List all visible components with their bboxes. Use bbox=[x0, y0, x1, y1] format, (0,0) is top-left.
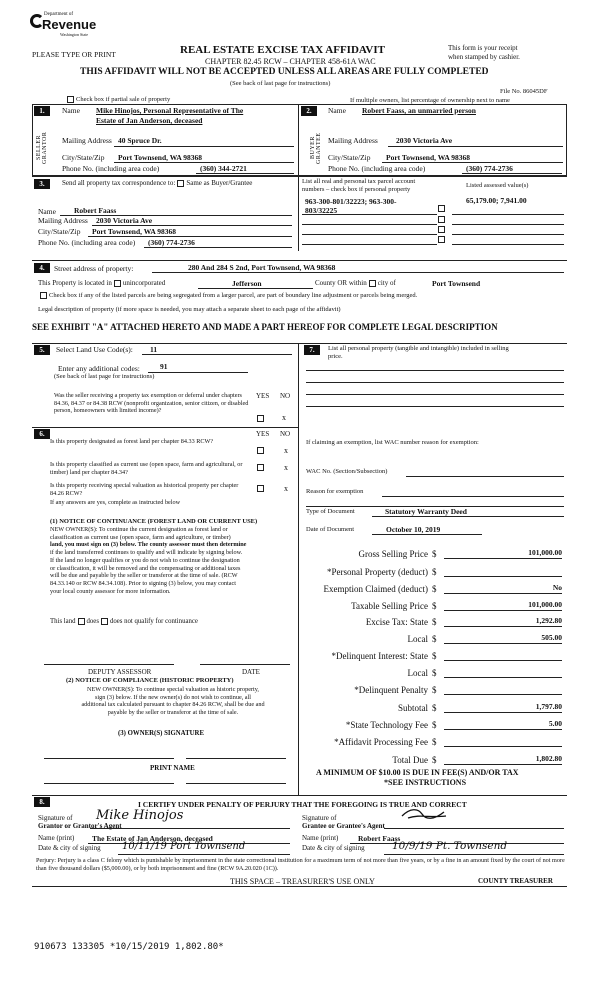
buyer-name-label: Name bbox=[328, 106, 346, 115]
additional-codes-label: Enter any additional codes: bbox=[58, 364, 140, 373]
multiple-owners-note: If multiple owners, list percentage of ownership next to name bbox=[350, 97, 510, 104]
city-of-label: city of bbox=[377, 279, 396, 287]
street-label: Street address of property: bbox=[54, 264, 134, 273]
section-2-badge: 2. bbox=[301, 106, 317, 116]
doc-type[interactable]: Statutory Warranty Deed bbox=[385, 507, 467, 516]
forest-no-mark[interactable]: x bbox=[284, 446, 288, 455]
section-7-badge: 7. bbox=[304, 345, 320, 355]
dollar-sign: $ bbox=[432, 549, 437, 559]
seller-phone[interactable]: (360) 344-2721 bbox=[200, 164, 247, 173]
dollar-sign: $ bbox=[432, 617, 437, 627]
partial-sale-checkbox[interactable] bbox=[67, 96, 74, 103]
perjury-notice: Perjury: Perjury is a class C felony which is punishable by imprisonment in the state correctional institution for a maximum term of not more than five years, or by a fine in an amount fixed by the court of not more than five thousand dollars ($5,000.00), or by both imprisonment and fine (RCW 9A.20.020 (1C)). bbox=[36, 857, 565, 872]
county-treasurer-label: COUNTY TREASURER bbox=[478, 877, 553, 885]
seller-city[interactable]: Port Townsend, WA 98368 bbox=[118, 153, 203, 162]
fin-value[interactable]: 505.00 bbox=[444, 633, 562, 644]
deputy-assessor-label: DEPUTY ASSESSOR bbox=[88, 668, 152, 676]
parcel-label-2: numbers – check box if personal property bbox=[302, 186, 411, 193]
dollar-sign: $ bbox=[432, 668, 437, 678]
segregated-label: Check box if any of the listed parcels are being segregated from a larger parcel, are part of boundary line adjustment or parcels being merged. bbox=[49, 292, 418, 299]
fin-value[interactable] bbox=[444, 650, 562, 661]
county-name[interactable]: Jefferson bbox=[232, 279, 262, 288]
historical-yes-checkbox[interactable] bbox=[257, 485, 264, 492]
seller-side-label: SELLER GRANTOR bbox=[36, 131, 48, 165]
grantee-name-label: Name (print) bbox=[302, 834, 339, 842]
notice-compliance-line: payable by the seller or transferor at the time of sale. bbox=[107, 708, 239, 716]
notice-continuance-line: If the land no longer qualifies or you do not wish to continue the designation bbox=[50, 556, 240, 564]
logo-line-3: Washington State bbox=[60, 32, 89, 37]
exhibit-a-statement: SEE EXHIBIT "A" ATTACHED HERETO AND MADE A PART HEREOF FOR COMPLETE LEGAL DESCRIPTION bbox=[32, 322, 498, 332]
s6-no-header: NO bbox=[280, 430, 291, 438]
wac-no-label: WAC No. (Section/Subsection) bbox=[306, 468, 388, 475]
grantee-signature-scribble bbox=[400, 806, 450, 822]
buyer-mailing-label: Mailing Address bbox=[328, 136, 378, 145]
buyer-side-label: BUYER GRANTEE bbox=[310, 132, 322, 164]
buyer-name[interactable]: Robert Faass, an unmarried person bbox=[362, 106, 476, 115]
corr-city[interactable]: Port Townsend, WA 98368 bbox=[92, 227, 177, 236]
form-subtitle: CHAPTER 82.45 RCW – CHAPTER 458-61A WAC bbox=[205, 57, 376, 66]
assessor-date-label: DATE bbox=[242, 668, 260, 676]
buyer-mailing[interactable]: 2030 Victoria Ave bbox=[396, 136, 453, 145]
fin-value[interactable]: 5.00 bbox=[444, 719, 562, 730]
forest-yes-checkbox[interactable] bbox=[257, 447, 264, 454]
section-6-badge: 6. bbox=[34, 429, 50, 439]
seller-phone-label: Phone No. (including area code) bbox=[62, 164, 160, 173]
logo-line-2: Revenue bbox=[42, 17, 97, 32]
seller-mailing-label: Mailing Address bbox=[62, 136, 112, 145]
fin-label: Gross Selling Price bbox=[358, 549, 428, 559]
grantee-date-city[interactable]: 10/9/19 Pt. Townsend bbox=[392, 840, 508, 852]
treasurer-use-only: THIS SPACE – TREASURER'S USE ONLY bbox=[230, 877, 375, 886]
dollar-sign: $ bbox=[432, 584, 437, 594]
owner-signature-title: (3) OWNER(S) SIGNATURE bbox=[118, 730, 204, 737]
doc-type-label: Type of Document bbox=[306, 508, 355, 515]
notice-continuance-text bbox=[50, 526, 296, 595]
fin-label: Total Due bbox=[392, 755, 428, 765]
partial-sale-label: Check box if partial sale of property bbox=[76, 96, 171, 103]
instructions-note: (See back of last page for instructions) bbox=[230, 80, 331, 87]
grantee-sig-label-1: Signature of bbox=[302, 814, 337, 822]
located-label: This Property is located in bbox=[38, 279, 112, 287]
personal-property-label-1: List all personal property (tangible and intangible) included in selling bbox=[328, 345, 509, 352]
section-3-badge: 3. bbox=[34, 179, 50, 189]
s5-no-header: NO bbox=[280, 392, 291, 400]
form-title: REAL ESTATE EXCISE TAX AFFIDAVIT bbox=[180, 44, 385, 56]
buyer-phone-label: Phone No. (including area code) bbox=[328, 164, 426, 173]
this-land-label: This land bbox=[50, 618, 76, 626]
doc-date[interactable]: October 10, 2019 bbox=[386, 525, 441, 534]
current-use-no-mark[interactable]: x bbox=[284, 463, 288, 472]
parcel-personal-checkbox-2[interactable] bbox=[438, 216, 445, 223]
same-as-buyer-checkbox[interactable] bbox=[177, 180, 184, 187]
fin-value[interactable]: No bbox=[444, 583, 562, 594]
located-row bbox=[38, 279, 165, 287]
s5-no-mark[interactable]: x bbox=[282, 413, 286, 422]
grantee-sig-label-2: Grantee or Grantee's Agent bbox=[302, 822, 385, 830]
unincorporated-checkbox[interactable] bbox=[114, 280, 121, 287]
parcel-numbers-2[interactable]: 803/32225 bbox=[305, 206, 338, 215]
fin-label: *Affidavit Processing Fee bbox=[334, 737, 428, 747]
current-use-yes-checkbox[interactable] bbox=[257, 464, 264, 471]
land-does-checkbox[interactable] bbox=[78, 618, 85, 625]
fin-label: Local bbox=[407, 634, 428, 644]
fin-label: *Delinquent Penalty bbox=[354, 685, 428, 695]
corr-city-label: City/State/Zip bbox=[38, 227, 81, 236]
doc-date-label: Date of Document bbox=[306, 526, 355, 533]
county-or-within-label: County OR within bbox=[315, 279, 367, 287]
grantor-date-label: Date & city of signing bbox=[38, 844, 101, 852]
treasurer-stamp: 910673 133305 *10/15/2019 1,802.80* bbox=[34, 942, 224, 952]
corr-mailing[interactable]: 2030 Victoria Ave bbox=[96, 216, 153, 225]
dollar-sign: $ bbox=[432, 703, 437, 713]
notice-compliance-line: additional tax calculated pursuant to chapter 84.26 RCW, shall be due and bbox=[81, 701, 265, 709]
parcel-personal-checkbox-1[interactable] bbox=[438, 205, 445, 212]
unincorporated-label: unincorporated bbox=[122, 279, 166, 287]
if-yes-note: If any answers are yes, complete as instructed below bbox=[50, 499, 181, 506]
notice-continuance-line: or classification, it will be removed and the compensating or additional taxes bbox=[50, 564, 241, 572]
land-use-code[interactable]: 11 bbox=[150, 345, 158, 354]
dollar-sign: $ bbox=[432, 601, 437, 611]
exemption-question: Was the seller receiving a property tax exemption or deferral under chapters 84.36, 84.37 or 84.38 RCW (nonprofit organization, senior citizen, or disabled person, homeowners with limited income)? bbox=[54, 392, 249, 414]
correspondence-row bbox=[62, 179, 252, 187]
parcel-personal-checkbox-3[interactable] bbox=[438, 226, 445, 233]
dollar-sign: $ bbox=[432, 737, 437, 747]
minimum-fee-note: A MINIMUM OF $10.00 IS DUE IN FEE(S) AND/OR TAX bbox=[316, 768, 519, 777]
seller-name-line-2[interactable]: Estate of Jan Anderson, deceased bbox=[96, 116, 203, 125]
grantor-signature[interactable]: Mike Hinojos bbox=[96, 808, 184, 823]
buyer-city[interactable]: Port Townsend, WA 98368 bbox=[386, 153, 471, 162]
property-city[interactable]: Port Townsend bbox=[432, 279, 481, 288]
notice-continuance-line: land, you must sign on (3) below. The county assessor must then determine bbox=[50, 541, 247, 549]
street-address[interactable]: 280 And 284 S 2nd, Port Townsend, WA 98368 bbox=[188, 263, 336, 272]
notice-continuance-line: will be due and payable by the seller or transferor at the time of sale. (RCW bbox=[50, 572, 238, 580]
assessed-label: Listed assessed value(s) bbox=[466, 182, 529, 189]
dollar-sign: $ bbox=[432, 651, 437, 661]
grantor-date-city[interactable]: 10/11/19 Port Townsend bbox=[122, 841, 246, 852]
s5-yes-header: YES bbox=[256, 392, 270, 400]
parcel-personal-checkbox-4[interactable] bbox=[438, 236, 445, 243]
notice-continuance-line: classification as current use (open space, farm and agriculture, or timber) bbox=[50, 533, 231, 541]
exemption-wac-label: If claiming an exemption, list WAC number reason for exemption: bbox=[306, 439, 479, 446]
corr-phone-label: Phone No. (including area code) bbox=[38, 238, 136, 247]
same-as-buyer-label: Same as Buyer/Grantee bbox=[186, 179, 253, 187]
dollar-sign: $ bbox=[432, 755, 437, 765]
dollar-sign: $ bbox=[432, 634, 437, 644]
current-use-question: Is this property classified as current use (open space, farm and agricultural, or timber) land per chapter 84.34? bbox=[50, 461, 243, 476]
form-warning: THIS AFFIDAVIT WILL NOT BE ACCEPTED UNLESS ALL AREAS ARE FULLY COMPLETED bbox=[80, 67, 489, 77]
parcel-label-1: List all real and personal tax parcel account bbox=[302, 178, 416, 185]
notice-compliance-line: sign (3) below. If the new owner(s) do not wish to continue, all bbox=[95, 693, 251, 701]
dollar-sign: $ bbox=[432, 720, 437, 730]
land-does-not-label: does not qualify for continuance bbox=[109, 618, 198, 626]
print-name-label: PRINT NAME bbox=[150, 764, 195, 772]
notice-continuance-title: (1) NOTICE OF CONTINUANCE (FOREST LAND OR CURRENT USE) bbox=[50, 518, 258, 525]
logo-line-1: Department of bbox=[44, 12, 74, 17]
historical-no-mark[interactable]: x bbox=[284, 484, 288, 493]
reason-label: Reason for exemption bbox=[306, 488, 364, 495]
receipt-note-1: This form is your receipt bbox=[448, 44, 518, 52]
fin-label: Taxable Selling Price bbox=[351, 601, 428, 611]
section-4-badge: 4. bbox=[34, 263, 50, 273]
certify-statement: I CERTIFY UNDER PENALTY OF PERJURY THAT THE FOREGOING IS TRUE AND CORRECT bbox=[138, 800, 467, 809]
additional-codes[interactable]: 91 bbox=[160, 362, 168, 371]
section-8-badge: 8. bbox=[34, 797, 50, 807]
corr-mailing-label: Mailing Address bbox=[38, 216, 88, 225]
land-does-not-checkbox[interactable] bbox=[101, 618, 108, 625]
land-does-label: does bbox=[86, 618, 99, 626]
fin-value[interactable] bbox=[444, 736, 562, 747]
fin-label: Subtotal bbox=[397, 703, 428, 713]
grantor-sig-label-2: Grantor or Grantor's Agent bbox=[38, 822, 122, 830]
grantor-sig-label-1: Signature of bbox=[38, 814, 73, 822]
personal-property-label-2: price. bbox=[328, 353, 343, 360]
notice-continuance-line: NEW OWNER(S): To continue the current designation as forest land or bbox=[50, 526, 228, 533]
receipt-note-2: when stamped by cashier. bbox=[448, 53, 520, 61]
county-or-within-row bbox=[315, 279, 396, 287]
fin-value[interactable]: 1,797.80 bbox=[444, 702, 562, 713]
segregated-row bbox=[38, 292, 417, 299]
section-1-badge: 1. bbox=[34, 106, 50, 116]
correspondence-label: Send all property tax correspondence to: bbox=[62, 179, 176, 187]
partial-sale-row bbox=[65, 96, 170, 103]
corr-name-label: Name bbox=[38, 207, 56, 216]
see-back-note: (See back of last page for instructions) bbox=[54, 373, 155, 380]
seller-name-line-1[interactable]: Mike Hinojos, Personal Representative of The bbox=[96, 106, 244, 115]
legal-description-label: Legal description of property (if more space is needed, you may attach a separate sheet to each page of the affidavit) bbox=[38, 306, 341, 313]
fin-value[interactable]: 1,292.80 bbox=[444, 616, 562, 627]
assessed-values[interactable]: 65,179.00; 7,941.00 bbox=[466, 196, 527, 205]
notice-continuance-line: if the land transferred continues to qualify and will indicate by signing below. bbox=[50, 549, 243, 557]
fin-value[interactable] bbox=[444, 667, 562, 678]
fin-label: *Delinquent Interest: State bbox=[331, 651, 428, 661]
notice-compliance-title: (2) NOTICE OF COMPLIANCE (HISTORIC PROPERTY) bbox=[66, 677, 234, 684]
notice-continuance-line: your local county assessor for more information. bbox=[50, 587, 171, 595]
seller-city-label: City/State/Zip bbox=[62, 153, 105, 162]
segregated-checkbox[interactable] bbox=[40, 292, 47, 299]
grantee-date-label: Date & city of signing bbox=[302, 844, 365, 852]
grantor-name-label: Name (print) bbox=[38, 834, 75, 842]
fin-value[interactable] bbox=[444, 566, 562, 577]
file-number: File No. 86045DF bbox=[500, 88, 548, 95]
buyer-phone[interactable]: (360) 774-2736 bbox=[466, 164, 513, 173]
buyer-city-label: City/State/Zip bbox=[328, 153, 371, 162]
corr-phone[interactable]: (360) 774-2736 bbox=[148, 238, 195, 247]
grantor-name[interactable]: The Estate of Jan Anderson, deceased bbox=[92, 834, 213, 843]
land-use-label: Select Land Use Code(s): bbox=[56, 345, 133, 354]
notice-continuance-line: 84.33.140 or RCW 84.34.108). Prior to signing (3) below, you may contact bbox=[50, 579, 236, 587]
grantee-name[interactable]: Robert Faass bbox=[358, 834, 401, 843]
historical-question: Is this property receiving special valuation as historical property per chapter 84.26 RCW? bbox=[50, 482, 239, 497]
notice-compliance-line: NEW OWNER(S): To continue special valuation as historic property, bbox=[87, 686, 259, 693]
type-or-print: PLEASE TYPE OR PRINT bbox=[32, 50, 116, 59]
corr-name[interactable]: Robert Faass bbox=[74, 206, 117, 215]
fin-label: *State Technology Fee bbox=[345, 720, 428, 730]
this-land-row bbox=[50, 618, 198, 625]
s6-yes-header: YES bbox=[256, 430, 270, 438]
fin-label: Exemption Claimed (deduct) bbox=[323, 584, 428, 594]
fin-label: Excise Tax: State bbox=[365, 617, 428, 627]
fin-value[interactable]: 101,000.00 bbox=[444, 548, 562, 559]
seller-name-label: Name bbox=[62, 106, 80, 115]
section-5-badge: 5. bbox=[34, 345, 50, 355]
s5-yes-checkbox[interactable] bbox=[257, 415, 264, 422]
seller-mailing[interactable]: 40 Spruce Dr. bbox=[118, 136, 162, 145]
fin-value[interactable]: 101,000.00 bbox=[444, 600, 562, 611]
city-checkbox[interactable] bbox=[369, 280, 376, 287]
fin-label: *Personal Property (deduct) bbox=[327, 567, 428, 577]
dollar-sign: $ bbox=[432, 567, 437, 577]
grantee-signature[interactable] bbox=[400, 806, 450, 822]
fin-label: Local bbox=[407, 668, 428, 678]
see-instructions-note: *SEE INSTRUCTIONS bbox=[384, 778, 467, 787]
forest-question: Is this property designated as forest land per chapter 84.33 RCW? bbox=[50, 438, 214, 445]
dollar-sign: $ bbox=[432, 685, 437, 695]
fin-value[interactable] bbox=[444, 684, 562, 695]
fin-value[interactable]: 1,802.80 bbox=[444, 754, 562, 765]
parcel-numbers-1[interactable]: 963-300-801/32223; 963-300- bbox=[305, 197, 397, 206]
notice-compliance-text bbox=[50, 686, 296, 716]
dor-logo bbox=[30, 12, 100, 40]
